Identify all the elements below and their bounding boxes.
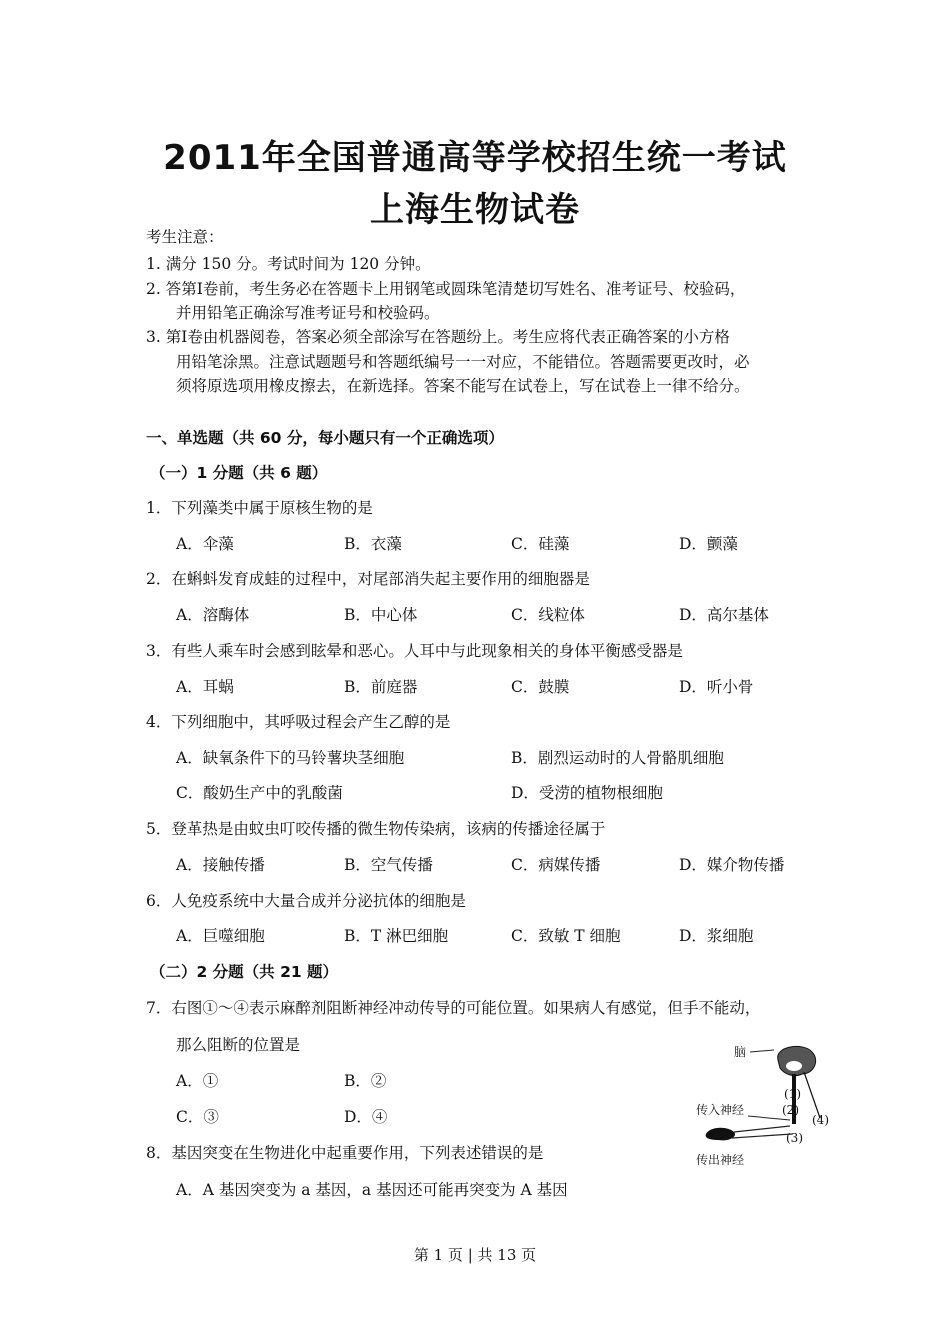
diagram-mark-2: (2) bbox=[782, 1103, 799, 1117]
hand-shape bbox=[706, 1128, 735, 1141]
question-6-option-b: B．T 淋巴细胞 bbox=[344, 927, 449, 945]
notice-item-3-cont2: 须将原选项用橡皮擦去，在新选择。答案不能写在试卷上，写在试卷上一律不给分。 bbox=[176, 377, 750, 395]
question-7-option-a: A．① bbox=[176, 1072, 219, 1090]
question-6-option-d: D．浆细胞 bbox=[679, 927, 754, 945]
diagram-label-efferent: 传出神经 bbox=[696, 1153, 745, 1167]
diagram-mark-4: (4) bbox=[812, 1113, 829, 1127]
question-5-option-a: A．接触传播 bbox=[176, 856, 265, 874]
question-8-option-a: A．A 基因突变为 a 基因，a 基因还可能再突变为 A 基因 bbox=[176, 1181, 568, 1199]
diagram-label-brain: 脑 bbox=[734, 1045, 747, 1059]
brain-shape bbox=[778, 1046, 816, 1075]
question-6-option-c: C．致敏 T 细胞 bbox=[511, 927, 621, 945]
question-2-option-d: D．高尔基体 bbox=[679, 606, 769, 624]
question-2-stem: 2．在蝌蚪发育成蛙的过程中，对尾部消失起主要作用的细胞器是 bbox=[146, 570, 590, 588]
efferent-nerve-upper bbox=[734, 1126, 790, 1132]
question-5-option-c: C．病媒传播 bbox=[511, 856, 601, 874]
question-2-option-a: A．溶酶体 bbox=[176, 606, 250, 624]
question-5-stem: 5．登革热是由蚊虫叮咬传播的微生物传染病，该病的传播途径属于 bbox=[146, 820, 606, 838]
question-3-stem: 3．有些人乘车时会感到眩晕和恶心。人耳中与此现象相关的身体平衡感受器是 bbox=[146, 642, 683, 660]
question-4-option-b: B．剧烈运动时的人骨骼肌细胞 bbox=[511, 749, 724, 767]
notice-item-2: 2. 答第Ⅰ卷前，考生务必在答题卡上用钢笔或圆珠笔清楚切写姓名、准考证号、校验码， bbox=[146, 280, 746, 298]
subsection-1-heading: （一）1 分题（共 6 题） bbox=[150, 464, 328, 482]
question-5-option-d: D．媒介物传播 bbox=[679, 856, 785, 874]
question-1-option-b: B．衣藻 bbox=[344, 535, 402, 553]
question-1-option-a: A．伞藻 bbox=[176, 535, 234, 553]
section-heading: 一、单选题（共 60 分，每小题只有一个正确选项） bbox=[146, 429, 504, 447]
diagram-mark-3: (3) bbox=[786, 1131, 803, 1145]
question-2-option-c: C．线粒体 bbox=[511, 606, 585, 624]
descending-tract bbox=[804, 1072, 820, 1118]
notice-item-2-cont: 并用铅笔正确涂写准考证号和校验码。 bbox=[176, 304, 440, 322]
question-7-option-c: C．③ bbox=[176, 1108, 219, 1126]
question-4-option-a: A．缺氧条件下的马铃薯块茎细胞 bbox=[176, 749, 405, 767]
question-1-stem: 1．下列藻类中属于原核生物的是 bbox=[146, 499, 373, 517]
question-4-option-d: D．受涝的植物根细胞 bbox=[511, 784, 663, 802]
page-footer: 第 1 页 | 共 13 页 bbox=[413, 1246, 537, 1264]
question-5-option-b: B．空气传播 bbox=[344, 856, 433, 874]
notice-item-3: 3. 第Ⅰ卷由机器阅卷，答案必须全部涂写在答题纷上。考生应将代表正确答案的小方格 bbox=[146, 328, 730, 346]
question-7-stem-cont: 那么阻断的位置是 bbox=[176, 1036, 301, 1054]
question-6-stem: 6．人免疫系统中大量合成并分泌抗体的细胞是 bbox=[146, 892, 466, 910]
question-7-option-b: B．② bbox=[344, 1072, 387, 1090]
question-8-stem: 8．基因突变在生物进化中起重要作用，下列表述错误的是 bbox=[146, 1144, 544, 1162]
question-7-stem: 7．右图①～④表示麻醉剂阻断神经冲动传导的可能位置。如果病人有感觉，但手不能动， bbox=[146, 999, 761, 1017]
question-4-stem: 4．下列细胞中，其呼吸过程会产生乙醇的是 bbox=[146, 713, 451, 731]
notice-item-1: 1. 满分 150 分。考试时间为 120 分钟。 bbox=[146, 255, 431, 273]
question-6-option-a: A．巨噬细胞 bbox=[176, 927, 265, 945]
subsection-2-heading: （二）2 分题（共 21 题） bbox=[150, 963, 339, 981]
diagram-mark-1: (1) bbox=[784, 1087, 801, 1101]
question-7-option-d: D．④ bbox=[344, 1108, 388, 1126]
question-3-option-b: B．前庭器 bbox=[344, 678, 418, 696]
question-3-option-a: A．耳蜗 bbox=[176, 678, 234, 696]
brain-ventricle bbox=[786, 1061, 802, 1071]
question-2-option-b: B．中心体 bbox=[344, 606, 418, 624]
exam-title-line2: 上海生物试卷 bbox=[370, 190, 580, 230]
question-1-option-c: C．硅藻 bbox=[511, 535, 570, 553]
question-3-option-c: C．鼓膜 bbox=[511, 678, 570, 696]
nerve-pathway-diagram bbox=[694, 1040, 849, 1175]
diagram-label-afferent: 传入神经 bbox=[696, 1103, 745, 1117]
question-1-option-d: D．颤藻 bbox=[679, 535, 738, 553]
question-3-option-d: D．听小骨 bbox=[679, 678, 754, 696]
brain-pointer-line bbox=[750, 1050, 774, 1052]
exam-title-line1: 2011年全国普通高等学校招生统一考试 bbox=[163, 138, 787, 178]
question-4-option-c: C．酸奶生产中的乳酸菌 bbox=[176, 784, 343, 802]
notice-item-3-cont1: 用铅笔涂黑。注意试题题号和答题纸编号一一对应，不能错位。答题需要更改时，必 bbox=[176, 353, 750, 371]
notice-heading: 考生注意： bbox=[146, 228, 224, 246]
efferent-nerve-lower bbox=[732, 1134, 792, 1138]
